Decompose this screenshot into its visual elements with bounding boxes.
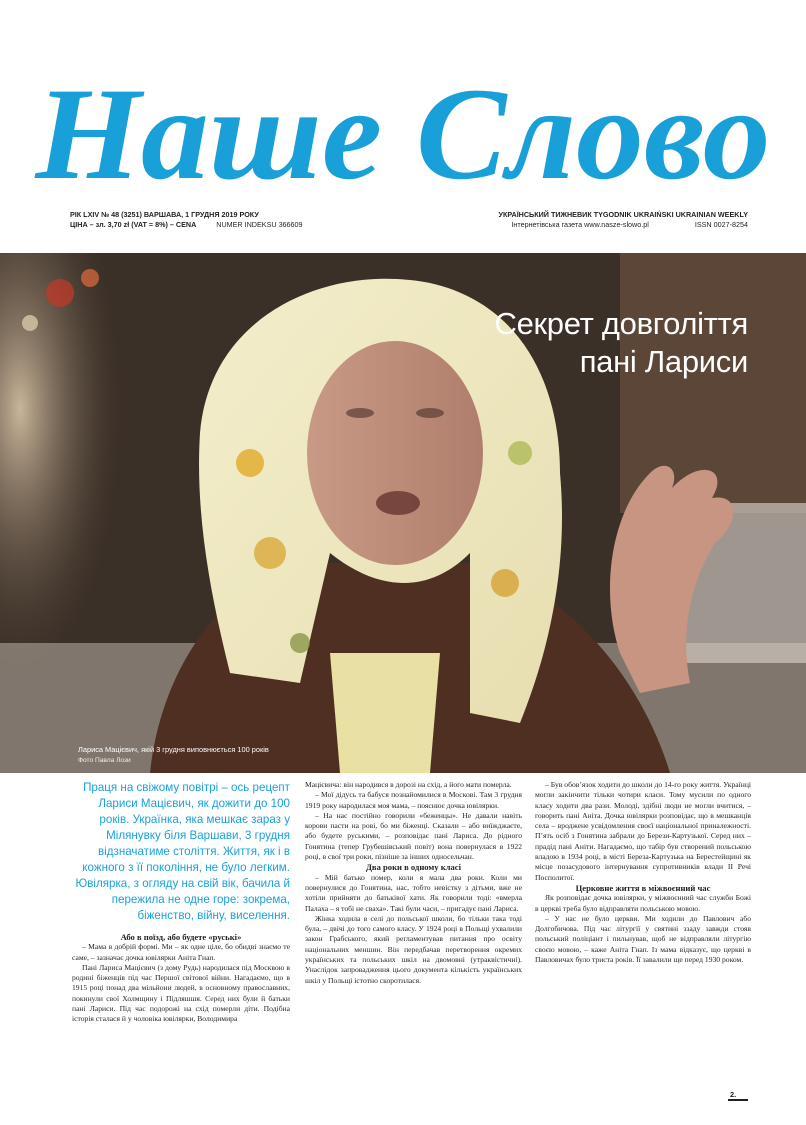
website-line: Інтернетівська газета www.nasze-slowo.pl bbox=[511, 220, 649, 229]
issn-line: ISSN 0027-8254 bbox=[694, 220, 748, 229]
article-lead: Праця на свіжому повітрі – ось рецепт Лариси Мацієвич, як дожити до 100 років. Українка, яка мешкає зараз у Мілянувку біля Варшави, 3 грудня відзначатиме століття. Життя, як і в кожного з її покоління, не було легким. Ювілярка, з огляду на свій вік, бачила й пережила не одне горе: зокрема, біженство, війну, виселення. bbox=[75, 781, 290, 922]
publication-meta bbox=[498, 210, 748, 230]
masthead-logo bbox=[0, 0, 806, 205]
weekly-line: УКРАЇНСЬКИЙ ТИЖНЕВИК TYGODNIK UKRAIŃSKI UKRAINIAN WEEKLY bbox=[498, 210, 748, 219]
paragraph: Жінка ходила в селі до польської школи, бо тільки така тоді була, – двічі до того самого класу. У 1924 році в Польщі ухвалили закон Грабського, який регламентував питання про освіту національних меншин. Він передбачав перетворення окремих українських та польських шкіл на двомовні (утраквістичні). Унаслідок запровадження цього документа кількість українських шкіл у Польщі істотно скоротилася. bbox=[305, 913, 522, 985]
continued-page-number: 2. bbox=[730, 1090, 737, 1099]
issue-line: РІК LXIV № 48 (3251) ВАРШАВА, 1 ГРУДНЯ 2019 РОКУ bbox=[70, 210, 259, 219]
price-line: ЦІНА – зл. 3,70 zł (VAT = 8%) – CENA bbox=[70, 220, 197, 229]
paragraph: Як розповідає дочка ювілярки, у міжвоєнний час служби Божі в церкві треба було відправляти польською мовою. bbox=[535, 893, 751, 913]
subheading-2: Два роки в одному класі bbox=[366, 862, 461, 873]
headline-line-1: Секрет довголіття bbox=[494, 306, 748, 341]
caption-text: Лариса Мацієвич, якій 3 грудня виповнюється 100 років bbox=[78, 745, 269, 754]
subheading-3: Церковне життя в міжвоєнний час bbox=[575, 882, 711, 893]
masthead-title: Наше Слово bbox=[34, 60, 771, 205]
paragraph: – На нас постійно говорили «беженцы». Не давали навіть корови пасти на рові, бо ми біженці. Сказали – або виїжджаєте, або будете руськими, – розповідає пані Лариса. До рідного Гонятина (тепер Грубешівський повіт) вона повернулася в 1922 році, в свої три роки, пізніше за інших односельчан. bbox=[305, 810, 522, 862]
headline-line-2: пані Лариси bbox=[579, 344, 748, 379]
paragraph: Пані Лариса Мацієвич (з дому Рудь) народилася під Москвою в родині біженців під час Першої світової війни. Нагадаємо, що в 1915 році понад два мільйони людей, в основному православних, покинули свої Холмщину і Підляшшя. Серед них були й батьки пані Лариси. Під час подорожі на схід померли діти. Подібна історія сталася й у чоловіка ювілярки, Володимира bbox=[72, 962, 290, 1024]
masthead bbox=[0, 0, 806, 205]
paragraph: – У нас не було церкви. Ми ходили до Павлович або Долгобичова. Під час літургії у святині ззаду завжди стояв польський поліціант і пильнував, щоб не відправляли літургію своєю мовою, – каже Аніта Гнап. Із мама відказує, що церкві в Павловичах було триста років. Її завалили ще перед 1930 роком. bbox=[535, 913, 751, 965]
issue-meta bbox=[70, 210, 303, 230]
article-column-1 bbox=[72, 780, 290, 1025]
index-line: NUMER INDEKSU 366609 bbox=[216, 220, 303, 229]
subheading-1: Або в поїзд, або будете «руські» bbox=[120, 932, 242, 942]
article-column-3 bbox=[535, 780, 751, 965]
cover-headline bbox=[495, 305, 749, 381]
paragraph: – Був обов’язок ходити до школи до 14-го року життя. Українці могли закінчити тільки чотири класи. Тому мусили по одного класу ходити два рази. Молоді, здібні люди не могли вчитися, – говорить пані Аніта. Дочка ювілярки розповідає, що в мешканців села – вроджене усвідомлення своєї національної приналежності. П’ять осіб з Гонятина забрали до Берези-Картузької. Серед них – прадід пані Аніти. Нагадаємо, що табір був створений польською владою в 1934 році, в місті Береза-Картузька на Берестейщині як місце позасудового інтернування супротивників влади II Речі Посполитої. bbox=[535, 780, 751, 882]
paragraph: – Мій батько помер, коли я мала два роки. Коли ми повернулися до Гонятина, нас, тобто невістку з дітьми, вже не хотіли прийняти до батьківої хати. Як говорили тоді: «вмерла Палаха – я тобі не сваха». Такі були часи, – пригадує пані Лариса. bbox=[305, 872, 522, 913]
paragraph: Мацієвича: він народився в дорозі на схід, а його мати померла. bbox=[305, 780, 512, 789]
article-column-2 bbox=[305, 780, 522, 986]
paragraph: – Мої дідусь та бабуся познайомилися в Москові. Там 3 грудня 1919 року народилася моя мама, – пояснює дочка ювілярки. bbox=[305, 790, 522, 810]
paragraph: – Мама в добрій формі. Ми – як одне ціле, бо обидві знаємо те саме, – зазначає дочка ювілярки Аніта Гнап. bbox=[72, 942, 290, 962]
photo-credit: Фото Павла Лози bbox=[78, 757, 131, 764]
photo-caption bbox=[78, 744, 269, 766]
page-number-underline bbox=[728, 1099, 748, 1101]
